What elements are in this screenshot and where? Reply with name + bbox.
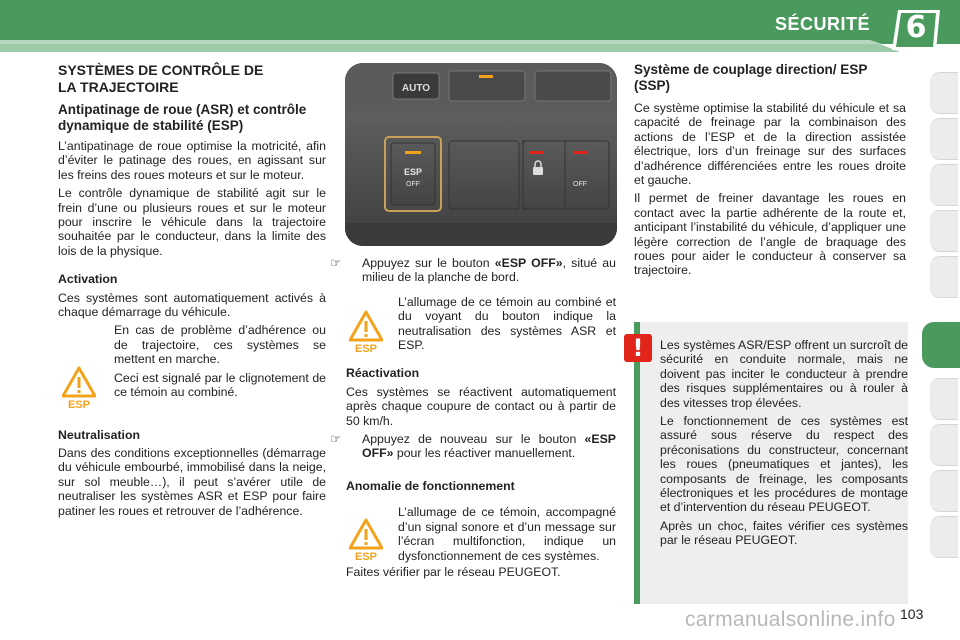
- paragraph: L’allumage de ce témoin au combiné et du voyant du bouton indique la neutralisation des systèmes ASR et ESP.: [398, 294, 616, 353]
- hand-pointer-icon: ☞: [330, 256, 342, 270]
- section-heading-line: SYSTÈMES DE CONTRÔLE DE: [58, 62, 264, 78]
- svg-text:ESP: ESP: [354, 551, 378, 562]
- chapter-tab[interactable]: [930, 516, 958, 558]
- svg-text:OFF: OFF: [406, 181, 420, 188]
- paragraph: Ces systèmes se réactivent automatiquement après chaque coupure de contact ou à partir de 50 km/h.: [346, 384, 616, 428]
- section-heading: [58, 62, 326, 96]
- note-content: [660, 338, 908, 552]
- chapter-tab[interactable]: [930, 118, 958, 160]
- paragraph: Il permet de freiner davantage les roues en contact avec la partie adhérente de la route et, anticipant l’instabilité du véhicule, d’appliquer une légère correction de l’angle de braquage des roues pour aider le conducteur à conserver sa trajectoire.: [634, 191, 906, 278]
- esp-warning-icon: [62, 366, 96, 410]
- instruction-bullet: [330, 432, 616, 461]
- section-title: SÉCURITÉ: [774, 14, 870, 34]
- dashboard-photo-illustration: [345, 63, 617, 246]
- paragraph: Ces systèmes sont automatiquement activés à chaque démarrage du véhicule.: [58, 290, 326, 320]
- section-heading-line: LA TRAJECTOIRE: [58, 79, 179, 95]
- ssp-heading: Système de couplage direction/ ESP (SSP): [634, 62, 868, 93]
- paragraph: Ce système optimise la stabilité du véhicule et sa capacité de freinage par la combinaison des actions de l’ESP et de la direction assistée électrique, lors d’un freinage sur des surfaces d’adhérence différenciées entre les roues droite et gauche.: [634, 101, 906, 188]
- svg-text:ESP: ESP: [403, 167, 423, 177]
- bullet-text: pour les réactiver manuellement.: [393, 446, 576, 461]
- chapter-tab[interactable]: [930, 256, 958, 298]
- paragraph: Dans des conditions exceptionnelles (démarrage du véhicule embourbé, immobilisé dans la neige, sur sol meuble…), il peut s’avérer utile de neutraliser les systèmes ASR et ESP pour faire patiner les roues et retrouver de l’adhérence.: [58, 445, 326, 518]
- svg-text:ESP: ESP: [67, 399, 91, 410]
- dashboard-photo: [345, 63, 617, 246]
- paragraph: Ceci est signalé par le clignotement de ce témoin au combiné.: [114, 370, 326, 400]
- svg-text:AUTO: AUTO: [401, 83, 431, 94]
- paragraph: Faites vérifier par le réseau PEUGEOT.: [346, 564, 561, 579]
- exclamation-icon: !: [624, 334, 652, 362]
- subsection-heading: Antipatinage de roue (ASR) et contrôle dynamique de stabilité (ESP): [58, 102, 307, 133]
- bullet-text: Appuyez sur le bouton: [362, 256, 495, 270]
- left-column: [58, 62, 326, 522]
- chapter-tab[interactable]: [930, 72, 958, 114]
- note-paragraph: Après un choc, faites vérifier ces systèmes par le réseau PEUGEOT.: [660, 518, 908, 548]
- page-number: 103: [900, 606, 924, 622]
- button-name: «ESP OFF»: [494, 256, 563, 270]
- instruction-bullet: [330, 256, 616, 285]
- button-name: «ESP OFF»: [362, 432, 616, 461]
- chapter-tab[interactable]: [930, 210, 958, 252]
- chapter-number: 6: [905, 10, 927, 45]
- bullet-text: Appuyez de nouveau sur le bouton: [362, 432, 585, 447]
- chapter-tab[interactable]: [930, 164, 958, 206]
- reactivation-heading: Réactivation: [346, 366, 420, 381]
- paragraph: L’antipatinage de roue optimise la motricité, afin d’éviter le patinage des roues, en agissant sur les freins des roues moteurs et sur le moteur.: [58, 139, 326, 182]
- neutralisation-heading: Neutralisation: [58, 427, 140, 442]
- paragraph: En cas de problème d’adhérence ou de trajectoire, ces systèmes se mettent en marche.: [114, 323, 326, 367]
- chapter-tab-active[interactable]: [922, 322, 960, 368]
- warning-note-box: [634, 322, 908, 604]
- bullet-text: , situé au milieu de la planche de bord.: [362, 256, 616, 285]
- activation-heading: Activation: [58, 272, 118, 287]
- indented-text-block: [58, 323, 326, 399]
- paragraph: Le contrôle dynamique de stabilité agit sur le frein d’une ou plusieurs roues et sur le moteur pour inscrire le véhicule dans la trajectoire souhaitée par le conducteur, dans la limite des lois de la physique.: [58, 186, 326, 258]
- svg-text:ESP: ESP: [354, 343, 378, 354]
- anomaly-heading: Anomalie de fonctionnement: [346, 478, 515, 493]
- svg-text:OFF: OFF: [573, 181, 587, 188]
- chapter-tab[interactable]: [930, 470, 958, 512]
- right-column: [634, 62, 906, 282]
- hand-pointer-icon: ☞: [330, 432, 342, 447]
- note-paragraph: Les systèmes ASR/ESP offrent un surcroît de sécurité en conduite normale, mais ne doivent pas inciter le conducteur à prendre des risques supplémentaires ou à rouler à des vitesses trop élevées.: [660, 338, 908, 410]
- watermark: carmanualsonline.info: [685, 608, 896, 631]
- paragraph: L’allumage de ce témoin, accompagné d’un signal sonore et d’un message sur l’écran multifonction, indique un dysfonctionnement de ces systèmes.: [398, 505, 616, 563]
- chapter-tab[interactable]: [930, 424, 958, 466]
- note-paragraph: Le fonctionnement de ces systèmes est assuré sous réserve du respect des préconisations du constructeur, concernant les roues (pneumatiques et jantes), les composants de freinage, les composants électroniques et les procédures de montage et d’intervention du réseau PEUGEOT.: [660, 414, 908, 515]
- middle-column: [330, 256, 616, 583]
- chapter-tab[interactable]: [930, 378, 958, 420]
